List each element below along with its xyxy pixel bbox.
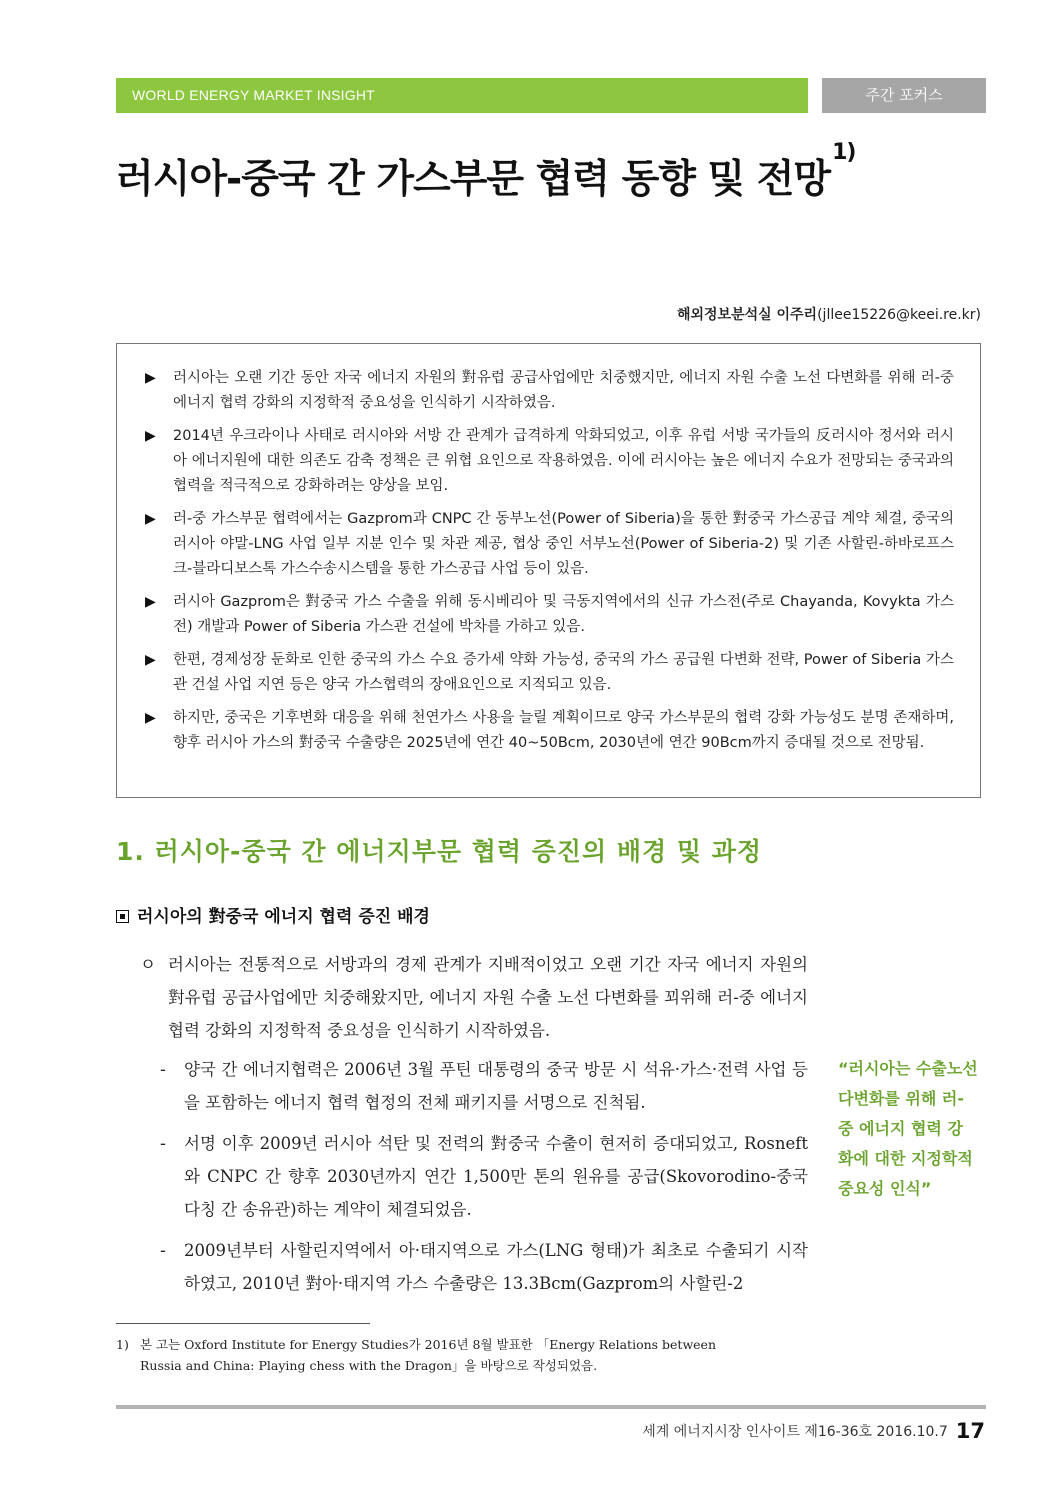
article-title [116,140,856,204]
summary-item [145,648,954,698]
author-line [677,304,981,324]
footnote-line-2: Russia and China: Playing chess with the Dragon」을 바탕으로 작성되었음. [140,1358,598,1373]
triangle-bullet-icon: ▶ [145,710,156,726]
publication-banner: WORLD ENERGY MARKET INSIGHT [116,78,808,113]
pull-quote: “러시아는 수출노선다변화를 위해 러-중 에너지 협력 강화에 대한 지정학적 중요성 인식” [838,1059,978,1198]
dash-bullet: - [160,1134,166,1153]
dash-list-item [160,1234,808,1300]
author-email: (jllee15226@keei.re.kr) [817,307,981,323]
article-title-text: 러시아-중국 간 가스부문 협력 동향 및 전망 [116,157,831,202]
dash-list-item [160,1127,808,1226]
footnote [116,1334,816,1376]
title-footnote-mark: 1) [832,140,856,165]
summary-item [145,507,954,582]
section-heading: 1. 러시아-중국 간 에너지부문 협력 증진의 배경 및 과정 [116,837,763,866]
footnote-line-1: 본 고는 Oxford Institute for Energy Studies가 2016년 8월 발표한 「Energy Relations between [140,1337,717,1352]
dash-list-item-text: 2009년부터 사할린지역에서 아·태지역으로 가스(LNG 형태)가 최초로 수출되기 시작하였고, 2010년 對아·태지역 가스 수출량은 13.3Bcm(Gazprom의 사할린-2 [184,1241,808,1293]
triangle-bullet-icon: ▶ [145,370,156,386]
dash-bullet: - [160,1060,166,1079]
footnote-number: 1) [116,1337,129,1352]
summary-item [145,706,954,756]
dash-bullet: - [160,1241,166,1260]
summary-item-text: 러-중 가스부문 협력에서는 Gazprom과 CNPC 간 동부노선(Power of Siberia)을 통한 對중국 가스공급 계약 체결, 중국의 러시아 야말-LNG 사업 일부 지분 인수 및 차관 제공, 협상 중인 서부노선(Power of Siberia-2) 및 기존 사할린-하바로프스크-블라디보스톡 가스수송시스템을 통한 가스공급 사업 등이 있음. [173,511,954,577]
summary-item [145,590,954,640]
summary-item-text: 하지만, 중국은 기후변화 대응을 위해 천연가스 사용을 늘릴 계획이므로 양국 가스부문의 협력 강화 가능성도 분명 존재하며, 향후 러시아 가스의 對중국 수출량은 2025년에 연간 40~50Bcm, 2030년에 연간 90Bcm까지 증대될 것으로 전망됨. [173,710,954,751]
triangle-bullet-icon: ▶ [145,652,156,668]
circle-bullet-icon: ㅇ [140,955,156,974]
summary-item-text: 러시아는 오랜 기간 동안 자국 에너지 자원의 對유럽 공급사업에만 치중했지만, 에너지 자원 수출 노선 다변화를 위해 러-중 에너지 협력 강화의 지정학적 중요성을 인식하기 시작하였음. [173,370,954,411]
dash-list-item [160,1053,808,1119]
body-paragraph-text: 러시아는 전통적으로 서방과의 경제 관계가 지배적이었고 오랜 기간 자국 에너지 자원의 對유럽 공급사업에만 치중해왔지만, 에너지 자원 수출 노선 다변화를 꾀위해 러-중 에너지 협력 강화의 지정학적 중요성을 인식하기 시작하였음. [168,955,808,1040]
triangle-bullet-icon: ▶ [145,594,156,610]
section-tag: 주간 포커스 [822,78,986,113]
summary-item [145,366,954,416]
triangle-bullet-icon: ▶ [145,511,156,527]
subheading-text: 러시아의 對중국 에너지 협력 증진 배경 [137,907,430,927]
square-bullet-icon [116,910,129,923]
footnote-divider [116,1323,370,1324]
summary-item-text: 2014년 우크라이나 사태로 러시아와 서방 간 관계가 급격하게 악화되었고, 이후 유럽 서방 국가들의 反러시아 정서와 러시아 에너지원에 대한 의존도 감축 정책은 큰 위협 요인으로 작용하였음. 이에 러시아는 높은 에너지 수요가 전망되는 중국과의 협력을 적극적으로 강화하려는 양상을 보임. [173,428,954,494]
summary-item [145,424,954,499]
summary-item-text: 한편, 경제성장 둔화로 인한 중국의 가스 수요 증가세 약화 가능성, 중국의 가스 공급원 다변화 전략, Power of Siberia 가스관 건설 사업 지연 등은 양국 가스협력의 장애요인으로 지적되고 있음. [173,652,954,693]
dash-list [140,1053,808,1300]
subheading [116,902,430,927]
dash-list-item-text: 서명 이후 2009년 러시아 석탄 및 전력의 對중국 수출이 현저히 증대되었고, Rosneft와 CNPC 간 향후 2030년까지 연간 1,500만 톤의 원유를 공급(Skovorodino-중국 다칭 간 송유관)하는 계약이 체결되었음. [184,1134,808,1219]
body-paragraph [140,948,808,1047]
summary-box [116,343,981,798]
dash-list-item-text: 양국 간 에너지협력은 2006년 3월 푸틴 대통령의 중국 방문 시 석유·가스·전력 사업 등을 포함하는 에너지 협력 협정의 전체 패키지를 서명으로 진척됨. [184,1060,808,1112]
page-number: 17 [955,1419,985,1443]
body-text [140,948,808,1308]
summary-list [117,344,980,756]
author-name: 해외정보분석실 이주리 [676,307,818,323]
footer-divider [116,1405,986,1409]
page-footer [642,1419,985,1443]
summary-item-text: 러시아 Gazprom은 對중국 가스 수출을 위해 동시베리아 및 극동지역에서의 신규 가스전(주로 Chayanda, Kovykta 가스전) 개발과 Power of Siberia 가스관 건설에 박차를 가하고 있음. [173,594,954,635]
triangle-bullet-icon: ▶ [145,428,156,444]
footer-issue: 세계 에너지시장 인사이트 제16-36호 2016.10.7 [642,1424,948,1440]
